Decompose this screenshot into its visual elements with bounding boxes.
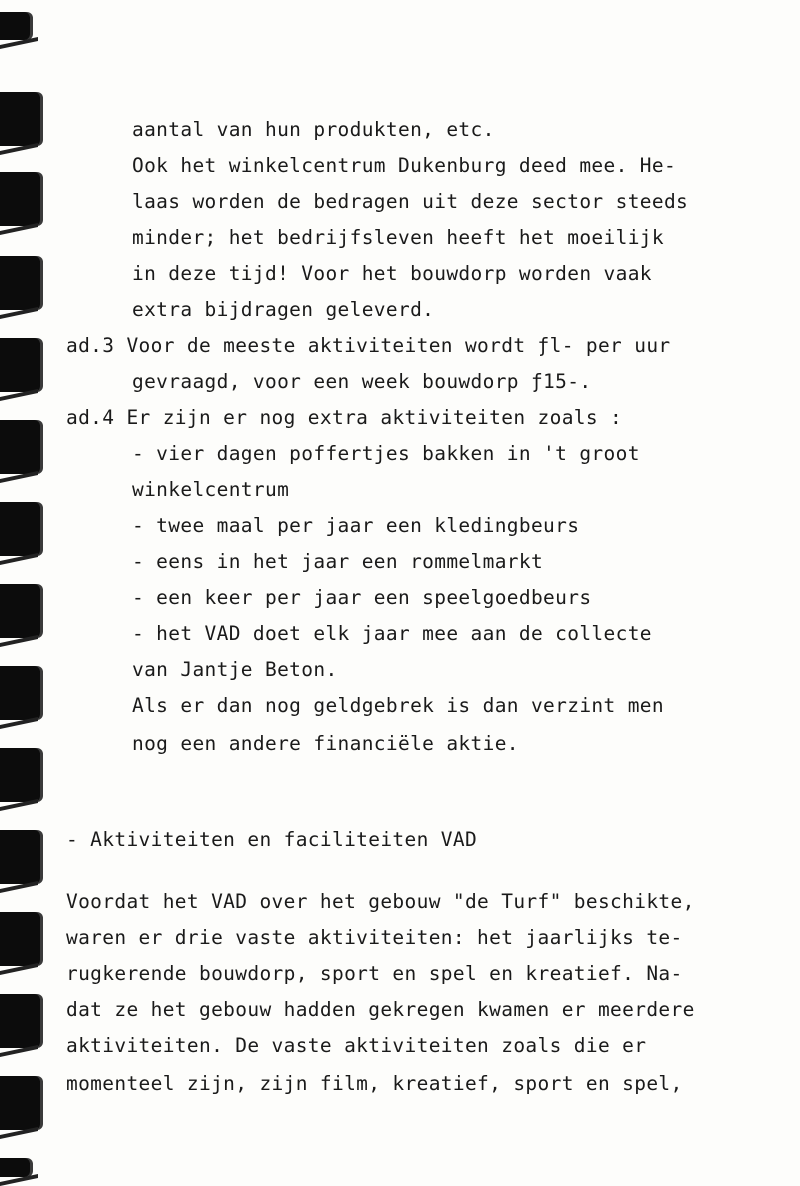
text-line: - twee maal per jaar een kledingbeurs [132,514,580,537]
text-line: aantal van hun produkten, etc. [132,118,495,141]
binding-hole [0,1076,40,1130]
binding-hole [0,994,40,1048]
text-line: dat ze het gebouw hadden gekregen kwamen er meerdere [66,998,695,1021]
binding-hole [0,584,40,638]
binding-hole [0,830,40,884]
spiral-binding [0,0,60,1177]
text-line: - een keer per jaar een speelgoedbeurs [132,586,592,609]
section-heading: - Aktiviteiten en faciliteiten VAD [66,828,478,851]
binding-hole [0,12,30,40]
text-line: ad.3 Voor de meeste aktiviteiten wordt ƒl- per uur [66,334,671,357]
text-line: momenteel zijn, zijn film, kreatief, sport en spel, [66,1072,683,1095]
text-line: aktiviteiten. De vaste aktiviteiten zoals die er [66,1034,647,1057]
text-line: Als er dan nog geldgebrek is dan verzint men [132,694,664,717]
binding-hole [0,256,40,310]
binding-hole [0,92,40,146]
binding-hole [0,666,40,720]
text-line: waren er drie vaste aktiviteiten: het jaarlijks te- [66,926,683,949]
text-line: - vier dagen poffertjes bakken in 't groot [132,442,640,465]
text-line: ad.4 Er zijn er nog extra aktiviteiten zoals : [66,406,623,429]
text-line: Ook het winkelcentrum Dukenburg deed mee. He- [132,154,677,177]
text-line: gevraagd, voor een week bouwdorp ƒ15-. [132,370,592,393]
binding-hole [0,748,40,802]
text-line: winkelcentrum [132,478,290,501]
binding-hole [0,172,40,226]
binding-hole [0,502,40,556]
text-line: - het VAD doet elk jaar mee aan de collecte [132,622,652,645]
text-line: van Jantje Beton. [132,658,338,681]
text-line: - eens in het jaar een rommelmarkt [132,550,544,573]
text-line: rugkerende bouwdorp, sport en spel en kreatief. Na- [66,962,683,985]
binding-hole [0,420,40,474]
text-line: laas worden de bedragen uit deze sector steeds [132,190,689,213]
binding-hole [0,338,40,392]
binding-hole [0,912,40,966]
text-line: Voordat het VAD over het gebouw "de Turf" beschikte, [66,890,695,913]
text-line: nog een andere financiële aktie. [132,732,519,755]
text-line: in deze tijd! Voor het bouwdorp worden vaak [132,262,652,285]
text-line: extra bijdragen geleverd. [132,298,435,321]
text-line: minder; het bedrijfsleven heeft het moeilijk [132,226,664,249]
binding-hole [0,1158,30,1177]
